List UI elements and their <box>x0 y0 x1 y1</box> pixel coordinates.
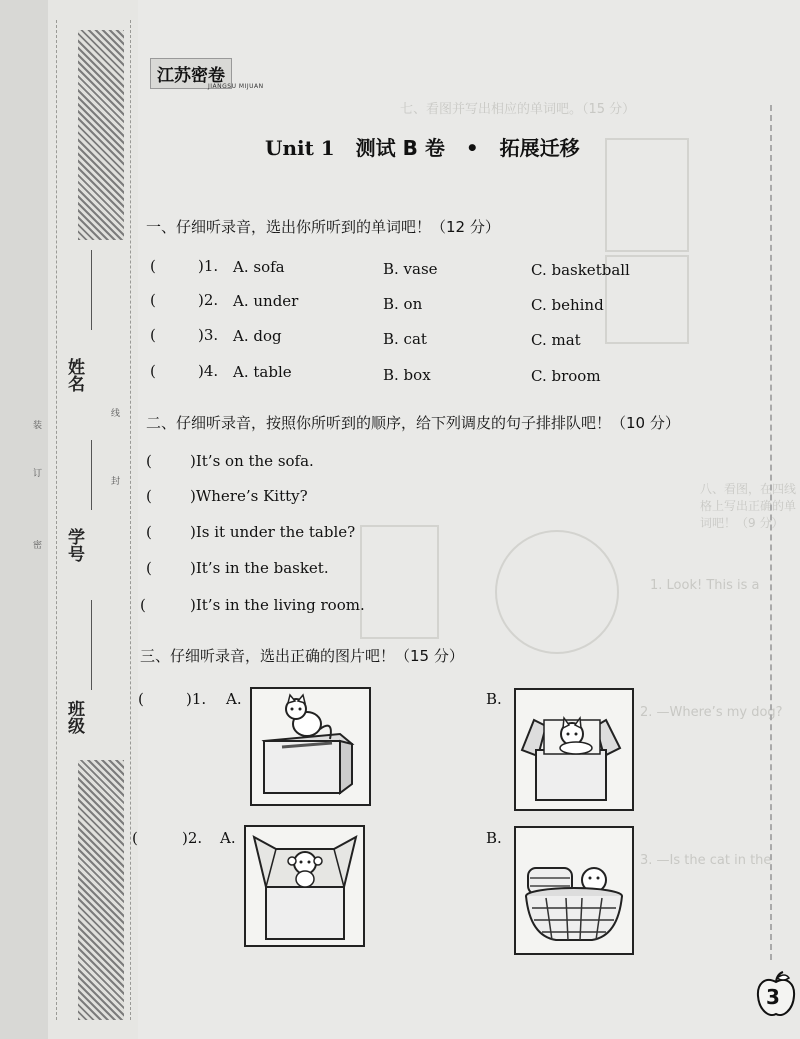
question-number: )2. <box>198 291 219 309</box>
title-subtitle: 拓展迁移 <box>499 136 580 160</box>
sentence: )Where’s Kitty? <box>190 487 308 505</box>
cut-mark: 封 <box>109 476 119 485</box>
binding-pattern-bottom <box>78 760 124 1020</box>
picture-option-b[interactable] <box>514 826 634 955</box>
option-a: A. dog <box>233 327 282 345</box>
right-margin-line <box>770 105 772 960</box>
sentence: )It’s in the basket. <box>190 559 329 577</box>
number-line <box>91 440 92 510</box>
question-number: )1. <box>198 257 219 275</box>
answer-blank[interactable]: ( <box>150 326 156 344</box>
bleed-through-text: 2. —Where’s my dog? <box>640 705 783 720</box>
answer-blank[interactable]: ( <box>146 452 152 470</box>
class-label: 班级 <box>64 700 84 734</box>
picture-option-a[interactable] <box>244 825 365 947</box>
sentence: )Is it under the table? <box>190 523 356 541</box>
bleed-through-text: 3. —Is the cat in the <box>640 853 772 868</box>
bleed-through-picture <box>605 138 689 252</box>
name-line <box>91 250 92 330</box>
test-label: 测试 B 卷 <box>355 136 445 160</box>
header <box>150 58 295 98</box>
page-title <box>265 132 594 161</box>
cut-line <box>130 20 131 1020</box>
bleed-through-text: 七、看图并写出相应的单词吧。（15 分） <box>400 102 636 117</box>
picture-option-a[interactable] <box>250 687 371 806</box>
monkey-in-box-picture <box>246 827 363 945</box>
option-b: B. box <box>383 366 431 384</box>
picture-option-b[interactable] <box>514 688 634 811</box>
answer-blank[interactable]: ( <box>140 596 146 614</box>
name-label: 姓名 <box>64 358 84 392</box>
binding-pattern-top <box>78 30 124 240</box>
question-number: )1. <box>186 690 207 708</box>
section-1-heading: 一、仔细听录音，选出你所听到的单词吧！（12 分） <box>146 218 500 236</box>
cut-mark: 装 <box>31 420 41 429</box>
option-b: B. vase <box>383 260 438 278</box>
answer-blank[interactable]: ( <box>150 257 156 275</box>
bleed-through-text: 1. Look! This is a <box>650 578 760 593</box>
option-a-label: A. <box>226 690 242 708</box>
option-b: B. on <box>383 295 423 313</box>
cat-in-box-picture <box>516 690 632 809</box>
page-number: 3 <box>766 985 780 1009</box>
option-c: C. mat <box>531 331 581 349</box>
option-a: A. sofa <box>233 258 285 276</box>
question-number: )4. <box>198 362 219 380</box>
cut-mark: 密 <box>31 540 41 549</box>
answer-blank[interactable]: ( <box>146 559 152 577</box>
option-c: C. behind <box>531 296 604 314</box>
cat-on-box-picture <box>252 689 369 804</box>
answer-blank[interactable]: ( <box>150 362 156 380</box>
option-c: C. broom <box>531 367 601 385</box>
option-c: C. basketball <box>531 261 630 279</box>
unit-label: Unit 1 <box>265 136 335 160</box>
answer-blank[interactable]: ( <box>150 291 156 309</box>
answer-blank[interactable]: ( <box>146 523 152 541</box>
cat-in-basket-picture <box>516 828 632 953</box>
option-a-label: A. <box>220 829 236 847</box>
answer-blank[interactable]: ( <box>138 690 144 708</box>
bleed-through-picture <box>495 530 619 654</box>
logo: 江苏密卷 <box>150 58 232 89</box>
option-b-label: B. <box>486 690 502 708</box>
cut-line <box>56 20 57 1020</box>
option-a: A. table <box>233 363 292 381</box>
class-line <box>91 600 92 690</box>
option-b-label: B. <box>486 829 502 847</box>
option-a: A. under <box>233 292 299 310</box>
number-label: 学号 <box>64 528 84 562</box>
section-3-heading: 三、仔细听录音，选出正确的图片吧！（15 分） <box>140 647 464 665</box>
logo-subtitle: JIANGSU MIJUAN <box>208 83 264 90</box>
question-number: )3. <box>198 326 219 344</box>
answer-blank[interactable]: ( <box>146 487 152 505</box>
option-b: B. cat <box>383 330 427 348</box>
previous-page-edge <box>0 0 49 1039</box>
cut-mark: 订 <box>31 468 41 477</box>
sentence: )It’s in the living room. <box>190 596 365 614</box>
bleed-through-picture <box>360 525 439 639</box>
bleed-through-text: 八、看图，在四线格上写出正确的单词吧！（9 分） <box>700 482 797 530</box>
sentence: )It’s on the sofa. <box>190 452 314 470</box>
section-2-heading: 二、仔细听录音，按照你所听到的顺序，给下列调皮的句子排排队吧！（10 分） <box>146 414 680 432</box>
question-number: )2. <box>182 829 203 847</box>
title-dot: • <box>465 136 479 160</box>
answer-blank[interactable]: ( <box>132 829 138 847</box>
cut-mark: 线 <box>109 408 119 417</box>
page-number-badge <box>755 970 797 1020</box>
